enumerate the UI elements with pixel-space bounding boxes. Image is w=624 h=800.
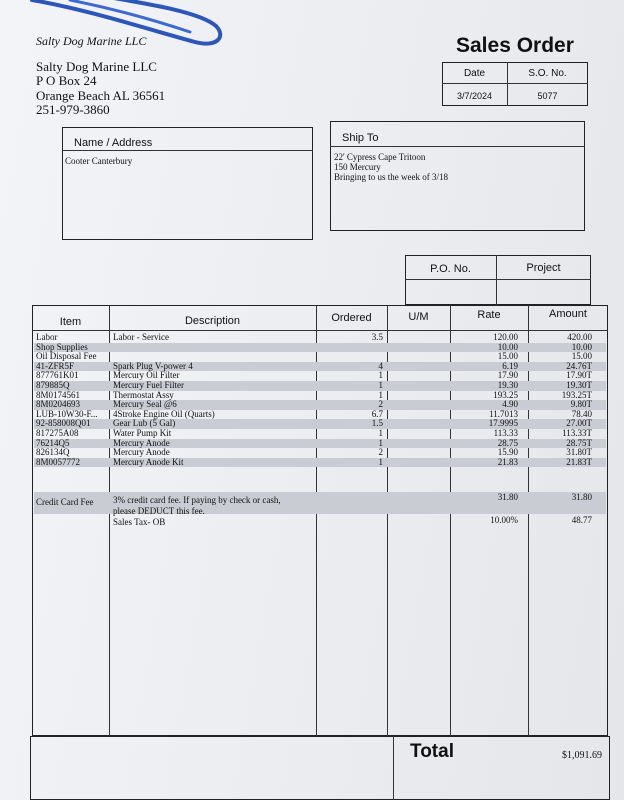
line-item-item: 8M0174561 [36,389,81,400]
line-item-ordered: 2 [378,399,383,410]
ship-to-label: Ship To [342,132,379,144]
line-item-description: Spark Plug V-power 4 [113,360,193,371]
line-item-amount: 10.00 [571,341,592,352]
company-po-box: P O Box 24 [36,73,97,88]
col-rate: Rate [477,309,501,321]
line-item-description: Mercury Anode [113,437,170,448]
credit-fee-rate: 31.80 [497,492,518,502]
line-item-ordered: 1 [378,389,383,400]
sales-tax-desc: Sales Tax- OB [113,517,166,527]
line-item-rate: 4.90 [502,399,518,410]
so-value: 5077 [537,91,558,101]
line-item-ordered: 2 [378,447,383,458]
line-item-rate: 113.33 [493,428,518,438]
line-item-rate: 17.90 [497,370,518,381]
col-description: Description [184,315,241,327]
line-item-description: Mercury Fuel Filter [113,380,184,390]
line-item-ordered [318,351,383,361]
line-item-item: 8M0057772 [36,456,81,467]
line-item-item: 41-ZFR5F [36,360,75,371]
line-item-item: Oil Disposal Fee [36,351,97,362]
sales-tax-amount: 48.77 [571,515,592,525]
line-item-ordered: 1 [378,380,383,390]
line-item-ordered: 1 [378,456,383,467]
company-phone: 251-979-3860 [36,102,110,117]
line-item-rate: 10.00 [497,341,518,352]
line-item-amount: 19.30T [566,380,592,390]
sales-tax-rate: 10.00% [490,515,518,525]
line-item-amount: 15.00 [571,351,592,362]
line-item-item: Labor [36,332,58,342]
line-item-item: 76214Q5 [36,437,70,448]
col-amount: Amount [549,308,587,320]
customer-name: Cooter Canterbury [65,156,133,166]
total-label: Total [410,741,454,762]
col-um: U/M [408,311,429,323]
line-item-description: Thermostat Assy [113,389,174,400]
line-item-ordered: 6.7 [371,408,383,419]
line-item-amount: 9.80T [570,399,592,410]
line-item-rate: 17.9995 [488,418,518,429]
col-ordered: Ordered [331,312,372,324]
line-item-amount: 420.00 [567,332,592,342]
line-item-item: 92-858008Q01 [36,418,91,429]
credit-fee-amount: 31.80 [571,492,592,502]
line-item-ordered: 1.5 [371,418,383,429]
line-item-ordered: 1 [378,437,383,448]
line-item-rate: 21.83 [497,456,518,467]
line-item-rate: 15.00 [497,351,518,362]
credit-fee-desc-2: please DEDUCT this fee. [113,506,205,516]
col-item: Item [59,316,82,328]
line-item-rate: 19.30 [497,380,518,390]
line-item-description [113,351,313,361]
line-item-item: 8M0204693 [36,399,81,410]
total-value: $1,091.69 [562,750,602,761]
line-item-amount: 113.33T [562,428,592,438]
company-city: Orange Beach AL 36561 [36,88,166,103]
line-item-amount: 28.75T [566,437,592,448]
line-item-item: 817275A08 [36,428,79,438]
line-item-description: Gear Lub (5 Gal) [113,418,176,429]
line-item-description: Water Pump Kit [113,428,172,438]
line-item-item: 826134Q [36,447,70,458]
line-item-rate: 193.25 [493,389,518,400]
line-item-rate: 28.75 [497,437,518,448]
ship-to-line-2: 150 Mercury [334,162,381,172]
line-item-ordered: 4 [378,360,383,371]
credit-fee-item: Credit Card Fee [36,497,94,507]
date-value: 3/7/2024 [456,91,493,101]
line-item-item: Shop Supplies [36,341,88,352]
total-box [30,736,610,800]
line-item-item: LUB-10W30-F... [36,408,98,419]
line-item-amount: 27.00T [566,418,592,429]
date-label: Date [463,68,486,79]
line-item-description: Mercury Oil Filter [113,370,180,381]
line-item-ordered: 1 [378,428,383,438]
line-item-description: Mercury Anode Kit [113,456,184,467]
line-item-amount: 24.76T [566,360,592,371]
line-item-rate: 120.00 [493,332,518,342]
line-item-ordered: 3.5 [371,332,383,342]
line-item-rate: 6.19 [502,360,518,371]
line-item-rate: 11.7013 [489,408,518,419]
line-item-amount: 193.25T [561,389,592,400]
line-item-rate: 15.90 [497,447,518,458]
line-item-ordered [318,342,383,352]
name-address-label: Name / Address [74,137,153,149]
ship-to-line-3: Bringing to us the week of 3/18 [334,172,448,182]
ship-to-line-1: 22' Cypress Cape Tritoon [334,152,426,162]
so-label: S.O. No. [528,68,567,79]
line-item-item: 879885Q [36,380,70,390]
document-title: Sales Order [456,34,574,57]
line-item-ordered: 1 [378,370,383,381]
company-name: Salty Dog Marine LLC [36,59,157,74]
line-item-description: Labor - Service [113,332,169,342]
line-item-amount: 78.40 [571,408,592,419]
line-item-amount: 31.80T [566,447,592,458]
line-item-amount: 17.90T [566,370,592,381]
signature: Salty Dog Marine LLC [36,34,147,48]
line-item-item: 877761K01 [36,370,79,381]
credit-fee-desc-1: 3% credit card fee. If paying by check or cash, [113,495,281,505]
line-item-description: Mercury Seal @6 [113,399,177,410]
line-item-amount: 21.83T [566,456,592,467]
line-item-description [113,342,313,352]
project-label: Project [526,262,561,274]
line-item-description: Mercury Anode [113,447,170,458]
line-item-description: 4Stroke Engine Oil (Quarts) [113,408,215,419]
po-label: P.O. No. [430,263,471,275]
paper-clip-icon [30,0,230,60]
